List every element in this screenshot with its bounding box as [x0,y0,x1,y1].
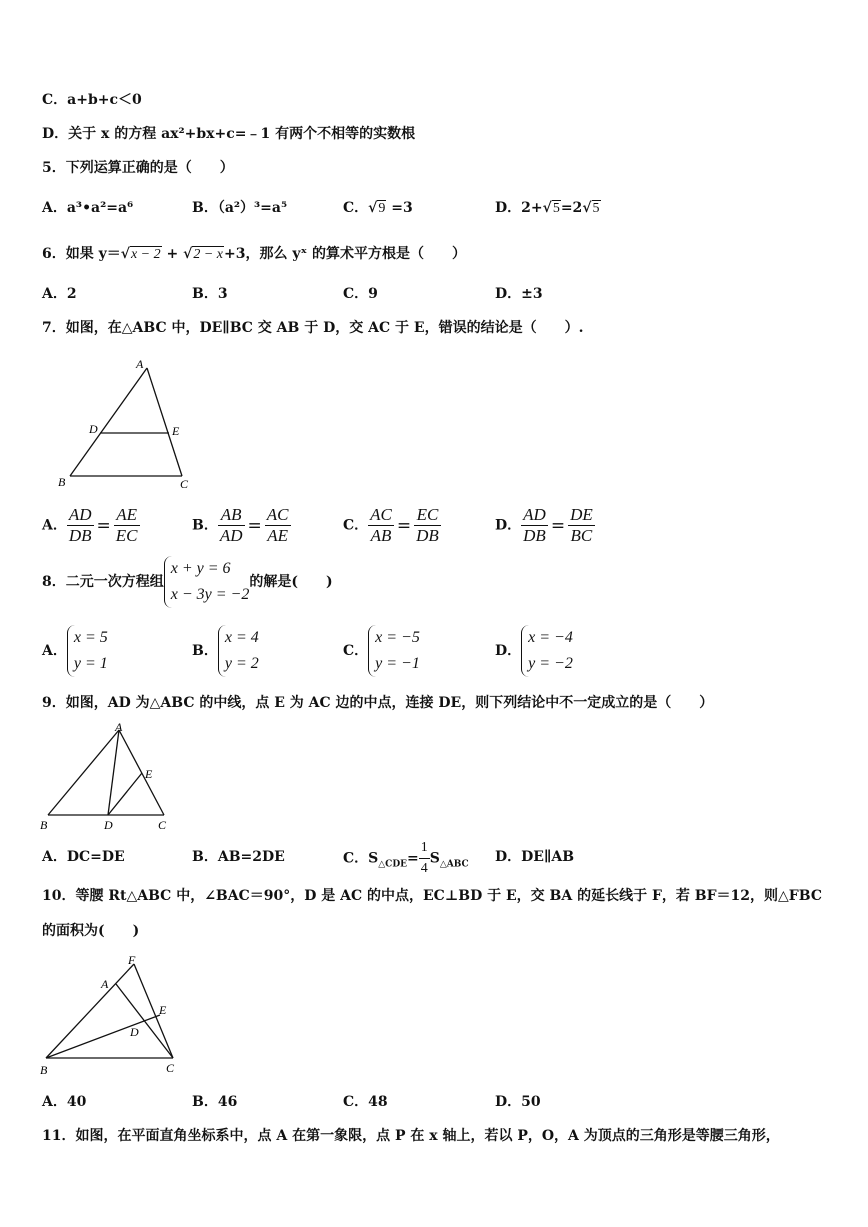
q7-b-label: B． [192,517,218,534]
numerator: AB [218,505,245,526]
fraction [419,838,430,879]
q8-option-a [42,624,108,678]
q9-option-b: B．AB=2DE [192,849,285,865]
figure-q9-triangle [36,717,186,835]
sqrt-symbol: √2 − x [183,246,223,262]
q8-option-d [495,624,573,678]
fig7-label-d: D [89,422,98,436]
q8-c-label: C． [343,643,369,659]
numerator: AC [370,505,392,524]
fraction [114,505,140,546]
q7-option-d: D． $\frac{AD}{DB}$ = $\frac{DE}{BC}$ [495,505,593,545]
solution-y: y = 1 [73,655,108,672]
fraction [218,505,245,546]
q5-d-mid: =2 [560,200,583,216]
sqrt-symbol: √9 [368,200,386,216]
q8-equation-2: x − 3y = −2 [170,586,250,603]
q6-option-d: D．±3 [495,286,543,302]
fig9-label-e: E [145,767,153,781]
q7-option-a: A． $\frac{AD}{DB}$ = $\frac{AE}{EC}$ [42,505,138,545]
sqrt-symbol: √5 [582,200,600,216]
denominator: AD [219,526,243,545]
q6-radicand-1: x − 2 [130,247,161,262]
question-7: 7．如图，在△ABC 中，DE∥BC 交 AB 于 D，交 AC 于 E，错误的结论是（ ）. [42,320,584,336]
solution-x: x = −5 [375,629,420,646]
fig9-label-d: D [104,818,113,832]
fig10-label-f: F [128,953,136,967]
fig7-label-c: C [180,477,189,491]
solution-x: x = 4 [224,629,259,646]
fraction [521,505,548,546]
q5-d-radicand-1: 5 [552,201,560,216]
q9-c-sub-2: △ABC [439,859,469,870]
fig9-label-b: B [40,818,48,832]
q8-equation-1: x + y = 6 [170,560,231,577]
q10-option-d: D．50 [495,1094,541,1110]
q7-a-label: A． [42,517,67,534]
numerator: AC [266,505,289,524]
denominator: EC [115,526,138,545]
solution-y: y = 2 [224,655,259,672]
figure-q10-triangle [36,950,186,1080]
q8-option-b [192,624,259,678]
fig7-label-a: A [136,357,144,371]
q6-radicand-2: 2 − x [193,247,223,262]
sqrt-symbol: √5 [542,200,560,216]
q8-pre: 8．二元一次方程组 [42,574,164,590]
q9-option-c [343,838,469,883]
fraction [568,505,595,546]
q9-option-d: D．DE∥AB [495,849,575,865]
fig9-label-c: C [158,818,167,832]
question-6: 6．如果 y＝√x − 2 + √2 − x+3，那么 yˣ 的算术平方根是（ ） [42,244,466,265]
q9-c-eq: = [407,850,419,867]
q5-option-a: A．a³•a²=a⁶ [42,200,134,216]
fig9-label-a: A [115,720,123,734]
fig10-label-b: B [40,1063,48,1077]
fraction [414,505,441,546]
q7-option-b: B． $\frac{AB}{AD}$ = $\frac{AC}{AE}$ [192,505,289,545]
q7-d-label: D． [495,517,522,534]
q9-option-a: A．DC=DE [42,849,125,865]
solution-x: x = 5 [73,629,108,646]
q5-option-d [495,198,601,219]
q6-pre: 6．如果 y＝ [42,246,121,262]
denominator: DB [68,526,92,545]
question-9: 9．如图，AD 为△ABC 的中线，点 E 为 AC 边的中点，连接 DE，则下列结论中不一定成立的是（ ） [42,695,714,711]
solution-y: y = −1 [375,655,420,672]
q10-option-c: C．48 [343,1094,388,1110]
q5-option-c [343,198,413,219]
denominator: DB [523,526,546,545]
fig7-label-e: E [172,424,180,438]
denominator: AB [370,526,392,545]
question-11: 11．如图，在平面直角坐标系中，点 A 在第一象限，点 P 在 x 轴上，若以 P，O，A 为顶点的三角形是等腰三角形， [42,1128,780,1144]
option-d-previous: D．关于 x 的方程 ax²+bx+c=﹣1 有两个不相等的实数根 [42,126,416,142]
q8-a-label: A． [42,643,67,659]
fraction [265,505,291,546]
solution-system [368,625,420,677]
q5-d-label: D．2+ [495,200,543,216]
q5-option-b: B．（a²）³=a⁵ [192,200,288,216]
numerator: EC [414,505,441,526]
q6-post: +3，那么 yˣ 的算术平方根是（ ） [223,246,466,262]
q8-post: 的解是( ) [249,574,333,590]
q10-option-a: A．40 [42,1094,87,1110]
solution-system [218,625,259,677]
solution-system [67,625,108,677]
q7-c-label: C． [343,517,369,534]
q8-option-c [343,624,420,678]
q5-c-tail: =3 [391,200,413,216]
numerator: AD [68,505,92,524]
q5-c-label: C． [343,200,369,216]
numerator: AD [523,505,546,524]
question-8 [42,556,333,608]
question-10-line-1: 10．等腰 Rt△ABC 中，∠BAC＝90°，D 是 AC 的中点，EC⊥BD 于 E，交 BA 的延长线于 F，若 BF＝12，则△FBC [42,888,822,904]
q9-c-post: S [429,850,440,867]
denominator: DB [416,526,439,545]
equation-system [164,556,250,608]
q8-d-label: D． [495,643,522,659]
sqrt-symbol: √x − 2 [120,246,161,262]
q5-d-radicand-2: 5 [592,201,600,216]
q8-b-label: B． [192,643,218,659]
q6-option-b: B．3 [192,286,228,302]
q5-c-radicand: 9 [378,201,386,216]
numerator: DE [570,505,593,524]
solution-x: x = −4 [528,629,573,646]
q10-option-b: B．46 [192,1094,238,1110]
q7-option-c: C． $\frac{AC}{AB}$ = $\frac{EC}{DB}$ [343,505,439,545]
fig10-label-c: C [166,1061,175,1075]
question-10-line-2: 的面积为( ) [42,923,140,939]
fraction [67,505,94,546]
q9-c-pre: C．S [343,850,379,867]
q9-c-sub-1: △CDE [378,859,408,870]
fig7-label-b: B [58,475,66,489]
question-5: 5．下列运算正确的是（ ） [42,160,234,176]
fig10-label-e: E [159,1003,167,1017]
denominator: BC [570,526,593,545]
fig10-label-a: A [101,977,109,991]
denominator: 4 [420,861,428,876]
fig10-label-d: D [130,1025,139,1039]
solution-y: y = −2 [528,655,573,672]
solution-system [521,625,573,677]
q6-option-a: A．2 [42,286,77,302]
numerator: AE [114,505,140,526]
option-c-previous: C．a+b+c＜0 [42,92,142,108]
fraction [368,505,394,546]
figure-q7-triangle [50,355,200,495]
numerator: 1 [419,838,430,859]
denominator: AE [267,526,289,545]
q6-option-c: C．9 [343,286,378,302]
